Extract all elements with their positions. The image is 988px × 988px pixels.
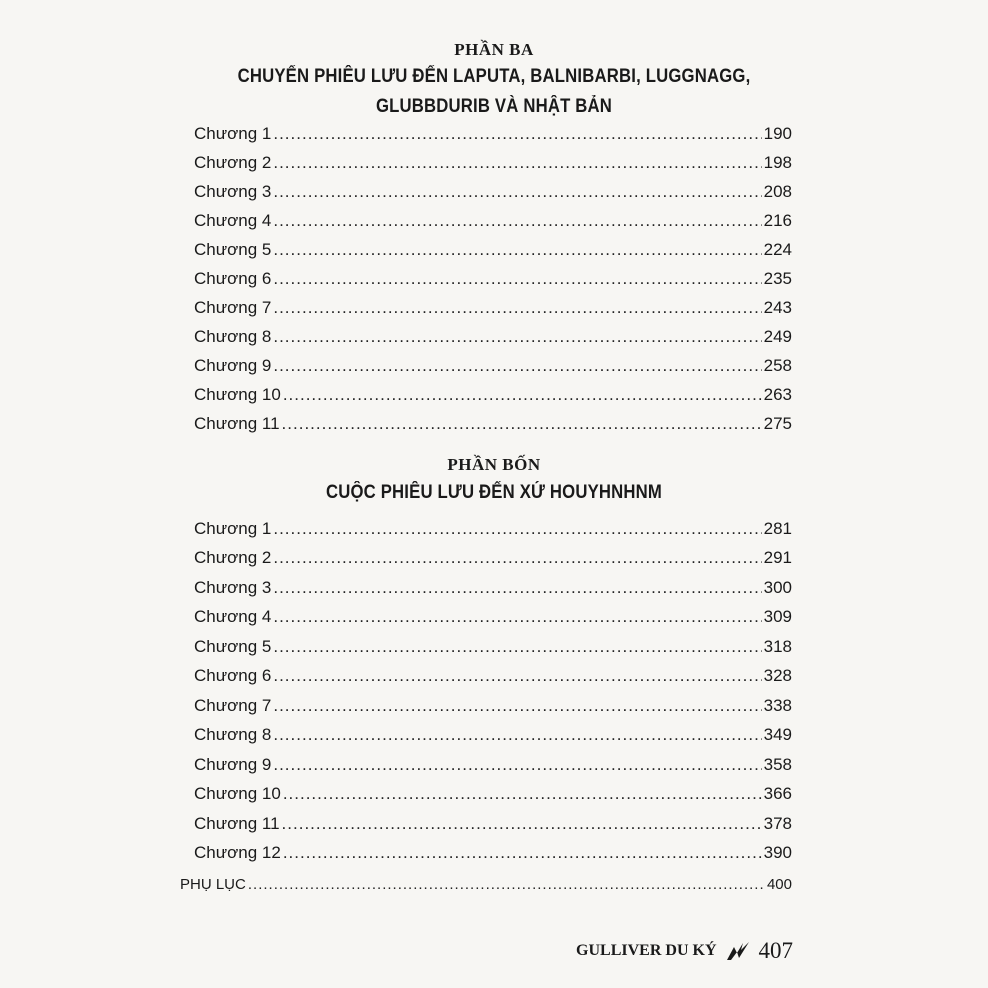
toc-entry[interactable]	[194, 637, 792, 661]
toc-entry-page: 258	[763, 356, 792, 375]
toc-leader-dots	[273, 269, 761, 289]
toc-entry[interactable]	[194, 725, 792, 749]
toc-entry-page: 400	[766, 876, 792, 893]
part4-label: PHẦN BỐN	[447, 455, 541, 474]
toc-leader-dots	[273, 211, 761, 231]
toc-entry-page: 318	[763, 637, 792, 656]
toc-entry-label: Chương 12	[194, 843, 281, 862]
toc-entry[interactable]	[194, 519, 792, 543]
toc-leader-dots	[273, 356, 761, 376]
toc-entry-label: Chương 3	[194, 578, 272, 597]
toc-entry[interactable]	[194, 578, 792, 602]
toc-entry-page: 198	[763, 153, 792, 172]
toc-entry[interactable]	[194, 269, 792, 293]
toc-entry-label: Chương 9	[194, 755, 272, 774]
toc-entry-appendix[interactable]	[180, 876, 792, 900]
toc-entry[interactable]	[194, 814, 792, 838]
part4-title: CUỘC PHIÊU LƯU ĐẾN XỨ HOUYHNHNM	[325, 482, 663, 503]
toc-leader-dots	[273, 755, 761, 775]
toc-entry-label: Chương 11	[194, 414, 280, 433]
toc-entry-page: 328	[763, 666, 792, 685]
toc-entry-page: 378	[763, 814, 792, 833]
toc-entry-page: 338	[763, 696, 792, 715]
toc-entry-page: 224	[763, 240, 792, 259]
toc-entry[interactable]	[194, 153, 792, 177]
toc-entry-page: 300	[763, 578, 792, 597]
toc-entry[interactable]	[194, 666, 792, 690]
toc-entry-label: Chương 4	[194, 211, 272, 230]
toc-entry-label: Chương 5	[194, 637, 272, 656]
toc-entry-label: Chương 1	[194, 519, 272, 538]
toc-leader-dots	[273, 607, 761, 627]
toc-entry[interactable]	[194, 327, 792, 351]
toc-leader-dots	[283, 385, 762, 405]
toc-entry[interactable]	[194, 298, 792, 322]
toc-entry-label: Chương 2	[194, 548, 272, 567]
toc-entry-label: Chương 2	[194, 153, 272, 172]
toc-entry-label: Chương 8	[194, 327, 272, 346]
toc-leader-dots	[273, 519, 761, 539]
toc-entry-page: 190	[763, 124, 792, 143]
toc-entry-page: 263	[763, 385, 792, 404]
toc-leader-dots	[282, 814, 762, 834]
toc-leader-dots	[273, 696, 761, 716]
toc-entry-page: 208	[763, 182, 792, 201]
toc-leader-dots	[273, 327, 761, 347]
toc-leader-dots	[248, 876, 765, 893]
part3-title-line2: GLUBBDURIB VÀ NHẬT BẢN	[375, 96, 613, 117]
toc-leader-dots	[273, 298, 761, 318]
toc-entry[interactable]	[194, 211, 792, 235]
toc-entry-label: Chương 5	[194, 240, 272, 259]
part3-label: PHẦN BA	[454, 40, 534, 59]
toc-leader-dots	[273, 153, 761, 173]
toc-entry-page: 309	[763, 607, 792, 626]
toc-leader-dots	[273, 182, 761, 202]
toc-entry-page: 243	[763, 298, 792, 317]
toc-entry-label: Chương 1	[194, 124, 272, 143]
toc-leader-dots	[283, 784, 762, 804]
toc-entry[interactable]	[194, 182, 792, 206]
toc-entry-page: 358	[763, 755, 792, 774]
toc-entry-page: 275	[763, 414, 792, 433]
toc-entry[interactable]	[194, 607, 792, 631]
toc-entry-page: 216	[763, 211, 792, 230]
toc-leader-dots	[282, 414, 762, 434]
toc-entry[interactable]	[194, 755, 792, 779]
toc-entry-label: Chương 6	[194, 269, 272, 288]
toc-leader-dots	[273, 637, 761, 657]
toc-entry[interactable]	[194, 240, 792, 264]
page-footer	[576, 938, 793, 964]
toc-entry-label: Chương 8	[194, 725, 272, 744]
toc-entry-page: 349	[763, 725, 792, 744]
toc-entry[interactable]	[194, 784, 792, 808]
toc-entry-label: Chương 10	[194, 784, 281, 803]
toc-entry-label: Chương 9	[194, 356, 272, 375]
toc-entry-label: Chương 7	[194, 298, 272, 317]
toc-entry-page: 235	[763, 269, 792, 288]
toc-entry-page: 281	[763, 519, 792, 538]
toc-entry-label: PHỤ LỤC	[180, 876, 246, 893]
toc-leader-dots	[273, 578, 761, 598]
toc-entry-page: 366	[763, 784, 792, 803]
footer-book-title: GULLIVER DU KÝ	[576, 942, 717, 959]
toc-entry[interactable]	[194, 843, 792, 867]
toc-entry[interactable]	[194, 124, 792, 148]
toc-entry[interactable]	[194, 385, 792, 409]
toc-entry-page: 249	[763, 327, 792, 346]
toc-leader-dots	[273, 666, 761, 686]
lightning-mark-icon	[725, 940, 751, 962]
toc-entry-label: Chương 7	[194, 696, 272, 715]
toc-entry[interactable]	[194, 696, 792, 720]
part3-title-line1: CHUYẾN PHIÊU LƯU ĐẾN LAPUTA, BALNIBARBI, LUGGNAGG,	[237, 66, 751, 87]
toc-entry-label: Chương 10	[194, 385, 281, 404]
toc-entry[interactable]	[194, 356, 792, 380]
toc-entry-label: Chương 4	[194, 607, 272, 626]
toc-leader-dots	[273, 725, 761, 745]
toc-leader-dots	[283, 843, 762, 863]
toc-entry-label: Chương 11	[194, 814, 280, 833]
toc-entry[interactable]	[194, 414, 792, 438]
toc-entry-label: Chương 3	[194, 182, 272, 201]
footer-page-number: 407	[758, 938, 793, 963]
toc-entry-label: Chương 6	[194, 666, 272, 685]
toc-entry-page: 390	[763, 843, 792, 862]
toc-leader-dots	[273, 548, 761, 568]
toc-entry[interactable]	[194, 548, 792, 572]
toc-entry-page: 291	[763, 548, 792, 567]
toc-leader-dots	[273, 240, 761, 260]
toc-leader-dots	[273, 124, 761, 144]
